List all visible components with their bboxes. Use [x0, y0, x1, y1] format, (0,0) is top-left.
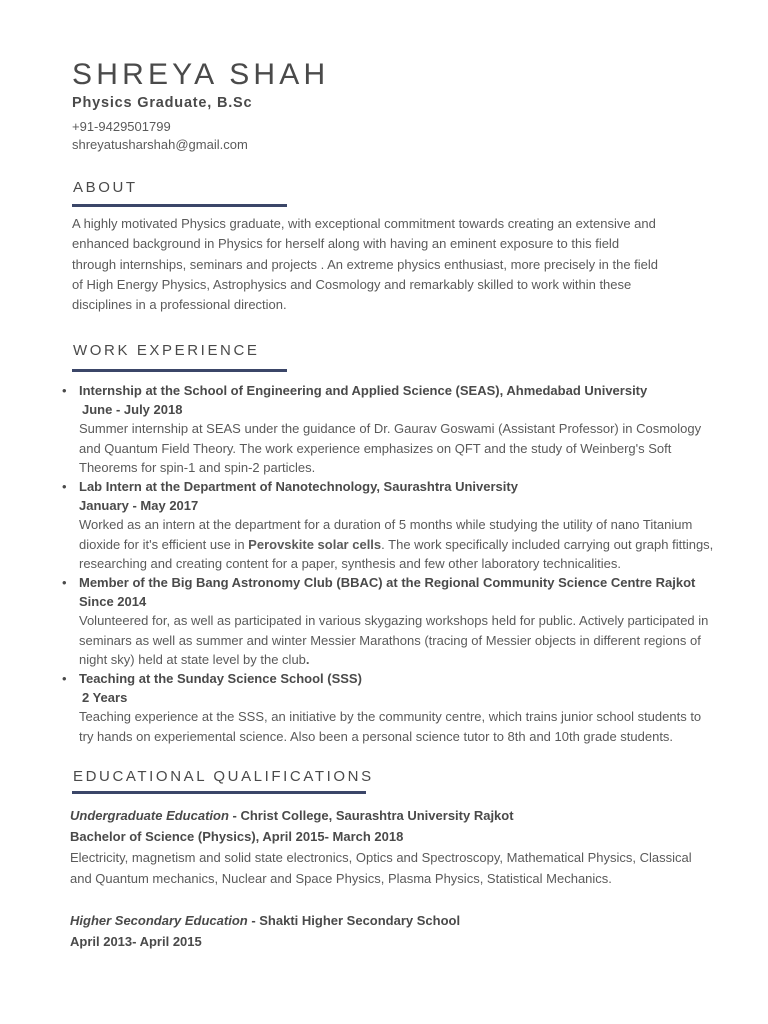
candidate-name: SHREYA SHAH — [72, 58, 330, 91]
work-item — [62, 573, 742, 669]
about-divider — [72, 204, 287, 207]
job-period: June - July 2018 — [82, 402, 183, 418]
about-line: A highly motivated Physics graduate, with exceptional commitment towards creating an extensive and — [72, 216, 656, 231]
job-description-highlight: . — [305, 651, 310, 667]
about-line: disciplines in a professional direction. — [72, 297, 287, 313]
education-higher-secondary — [70, 910, 730, 952]
work-item — [62, 381, 742, 477]
bullet-icon: • — [62, 383, 67, 398]
job-description-line: researching and creating content for a paper, synthesis and few other laboratory technicalities. — [79, 555, 621, 571]
about-line: enhanced background in Physics for herself along with having an eminent exposure to this field — [72, 236, 620, 252]
about-line: through internships, seminars and projects . An extreme physics enthusiast, more precisely in the field — [72, 256, 659, 272]
work-item — [62, 477, 742, 573]
job-description-line — [79, 535, 742, 554]
work-experience-heading: WORK EXPERIENCE — [73, 342, 260, 359]
job-period: Since 2014 — [79, 594, 147, 610]
job-description-line: and Quantum Field Theory. The work experience emphasizes on QFT and the study of Weinberg's Soft — [79, 440, 672, 456]
education-institution — [70, 805, 730, 826]
job-description — [79, 611, 742, 669]
work-experience-divider — [72, 369, 287, 372]
about-line: of High Energy Physics, Astrophysics and Cosmology and remarkably skilled to work within these — [72, 276, 632, 292]
job-title: Internship at the School of Engineering and Applied Science (SEAS), Ahmedabad University — [79, 383, 648, 398]
job-description-line: seminars as well as summer and winter Messier Marathons (tracing of Messier objects in different regions of — [79, 632, 701, 648]
coursework-line: Electricity, magnetism and solid state electronics, Optics and Spectroscopy, Mathematical Physics, Classical — [70, 850, 692, 865]
institution-name: - Christ College, Saurashtra University Rajkot — [228, 808, 514, 823]
phone-number: +91-9429501799 — [72, 119, 171, 134]
job-description — [79, 707, 742, 745]
candidate-subtitle: Physics Graduate, B.Sc — [72, 95, 253, 111]
job-description — [79, 419, 742, 477]
job-description-line: Teaching experience at the SSS, an initiative by the community centre, which trains junior school students to — [79, 709, 702, 725]
education-institution — [70, 910, 730, 931]
job-title: Teaching at the Sunday Science School (SSS) — [79, 671, 362, 687]
education-level: Higher Secondary Education — [70, 913, 248, 928]
bullet-icon: • — [62, 479, 67, 495]
degree-and-period: Bachelor of Science (Physics), April 2015- March 2018 — [70, 829, 404, 844]
job-title: Lab Intern at the Department of Nanotechnology, Saurashtra University — [79, 479, 518, 495]
job-description-text: dioxide for it's efficient use in — [79, 536, 249, 552]
work-item — [62, 669, 742, 746]
education-period: April 2013- April 2015 — [70, 934, 202, 949]
education-undergraduate — [70, 805, 730, 889]
about-heading: ABOUT — [73, 179, 138, 196]
bullet-icon: • — [62, 671, 67, 687]
job-description-line: Worked as an intern at the department for a duration of 5 months while studying the utility of nano Titanium — [79, 517, 693, 533]
education-divider — [72, 791, 366, 794]
job-title: Member of the Big Bang Astronomy Club (BBAC) at the Regional Community Science Centre Rajkot — [79, 575, 696, 591]
coursework-line: and Quantum mechanics, Nuclear and Space Physics, Plasma Physics, Statistical Mechanics. — [70, 871, 612, 886]
bullet-icon: • — [62, 575, 67, 591]
job-description-highlight: Perovskite solar cells — [248, 536, 382, 552]
education-heading: EDUCATIONAL QUALIFICATIONS — [73, 768, 374, 785]
job-period: January - May 2017 — [79, 498, 199, 514]
job-period: 2 Years — [82, 690, 128, 706]
job-description-line: Summer internship at SEAS under the guidance of Dr. Gaurav Goswami (Assistant Professor) in Cosmology — [79, 421, 702, 437]
work-experience-list — [62, 381, 742, 746]
job-description-line — [79, 650, 742, 669]
institution-name: - Shakti Higher Secondary School — [247, 913, 461, 928]
job-description — [79, 515, 742, 573]
job-description-text: night sky) held at state level by the club — [79, 651, 306, 667]
job-description-line: Volunteered for, as well as participated in various skygazing workshops held for public. Actively participated in — [79, 613, 709, 629]
education-level: Undergraduate Education — [70, 808, 229, 823]
job-description-line: try hands on experiemental science. Also been a personal science tutor to 8th and 10th grade students. — [79, 728, 674, 744]
about-paragraph — [72, 214, 712, 315]
job-description-text: . The work specifically included carrying out graph fittings, — [381, 536, 714, 552]
job-description-line: Theorems for spin-1 and spin-2 particles. — [79, 459, 316, 475]
email-address[interactable]: shreyatusharshah@gmail.com — [72, 137, 248, 152]
